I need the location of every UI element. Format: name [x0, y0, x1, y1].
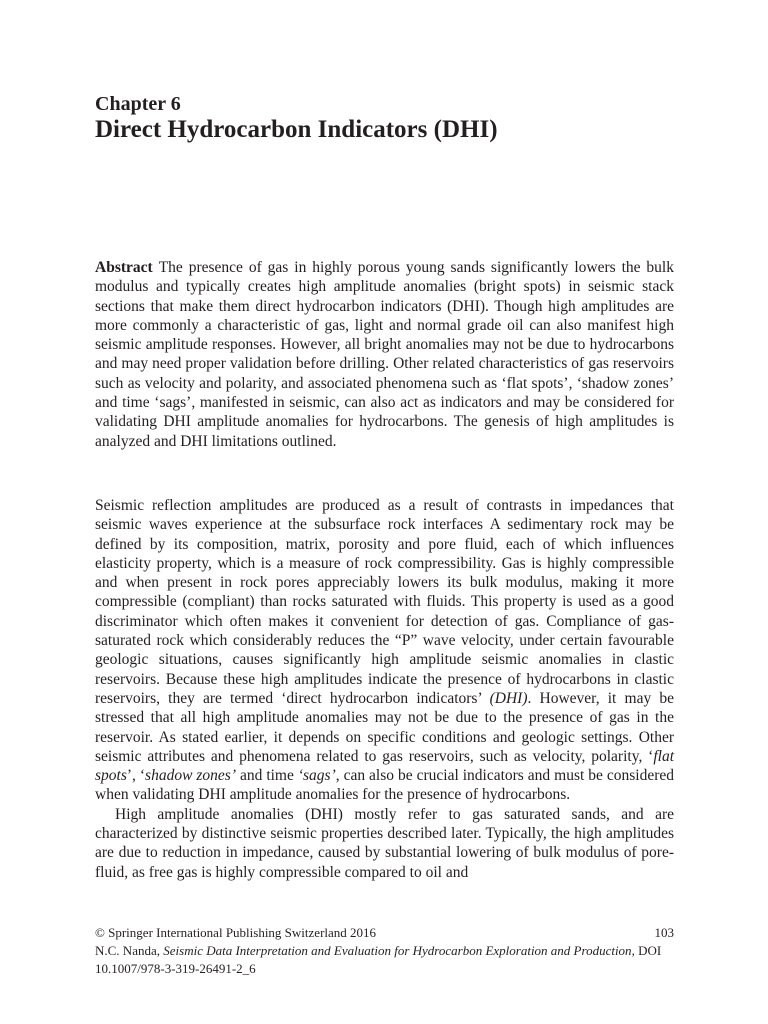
paragraph-2: High amplitude anomalies (DHI) mostly refer to gas saturated sands, and are characterized by distinctive seismic properties described later. Typically, the high amplitudes are due to reduction in impedance, caused by substantial lowering of bulk modulus of pore-fluid, as free gas is highly compressible compared to oil and — [95, 805, 674, 881]
chapter-title: Direct Hydrocarbon Indicators (DHI) — [95, 116, 498, 143]
page-footer — [95, 924, 674, 978]
chapter-label: Chapter 6 — [95, 93, 181, 115]
abstract-label: Abstract — [95, 259, 153, 276]
paragraph-1-text-e: , can also be crucial indicators and must be considered when validating DHI amplitude anomalies for the presence of hydrocarbons. — [95, 767, 675, 804]
paragraph-1-shadow-zones: shadow zones’ — [145, 767, 236, 785]
footer-row — [95, 924, 674, 942]
paragraph-1-sags: ‘sags’ — [297, 767, 336, 785]
paragraph-1-text-d: and time — [236, 767, 298, 785]
citation-author: N.C. Nanda, — [95, 943, 164, 958]
paragraph-1-text-a: Seismic reflection amplitudes are produced as a result of contrasts in impedances that seismic waves experience at the subsurface rock interfaces A sedimentary rock may be defined by its composition, matrix, porosity and pore fluid, each of which influences elasticity property, which is a measure of rock compressibility. Gas is highly compressible and when present in rock pores appreciably lowers its bulk modulus, making it more compressible (compliant) than rocks saturated with fluids. This property is used as a good discriminator which often makes it convenient for detection of gas. Compliance of gas-saturated rock which considerably reduces the “P” wave velocity, under certain favourable geologic situations, causes significantly high amplitude seismic anomalies in clastic reservoirs. Because these high amplitudes indicate the presence of hydrocarbons in clastic reservoirs, they are termed ‘direct hydrocarbon indicators’ — [95, 497, 674, 707]
paragraph-1-flat-spots: flat spots — [95, 747, 674, 785]
paragraph-1-text-b: . However, it may be stressed that all high amplitude anomalies may not be due to the presence of gas in the reservoir. As stated earlier, it depends on specific conditions and geologic settings. Other seismic attributes and phenomena related to gas reservoirs, such as velocity, polarity, ‘ — [95, 689, 674, 765]
paragraph-1 — [95, 496, 674, 805]
citation-doi: , DOI 10.1007/978-3-319-26491-2_6 — [95, 943, 662, 976]
abstract-text: The presence of gas in highly porous young sands significantly lowers the bulk modulus and typically creates high amplitude anomalies (bright spots) in seismic stack sections that make them direct hydrocarbon indicators (DHI). Though high amplitudes are more commonly a characteristic of gas, light and normal grade oil can also manifest high seismic amplitude responses. However, all bright anomalies may not be due to hydrocarbons and may need proper validation before drilling. Other related characteristics of gas reservoirs such as velocity and polarity, and associated phenomena such as ‘flat spots’, ‘shadow zones’ and time ‘sags’, manifested in seismic, can also act as indicators and may be considered for validating DHI amplitude anomalies for hydrocarbons. The genesis of high amplitudes is analyzed and DHI limitations outlined. — [95, 259, 674, 450]
citation — [95, 942, 674, 978]
paragraph-1-text-c: ’, ‘ — [126, 767, 146, 785]
paragraph-1-dhi: (DHI) — [489, 689, 528, 707]
citation-title: Seismic Data Interpretation and Evaluation for Hydrocarbon Exploration and Production — [163, 943, 632, 958]
body-text — [95, 496, 674, 882]
abstract — [95, 258, 674, 451]
copyright-notice: © Springer International Publishing Switzerland 2016 — [95, 925, 377, 940]
page-number: 103 — [654, 925, 674, 940]
